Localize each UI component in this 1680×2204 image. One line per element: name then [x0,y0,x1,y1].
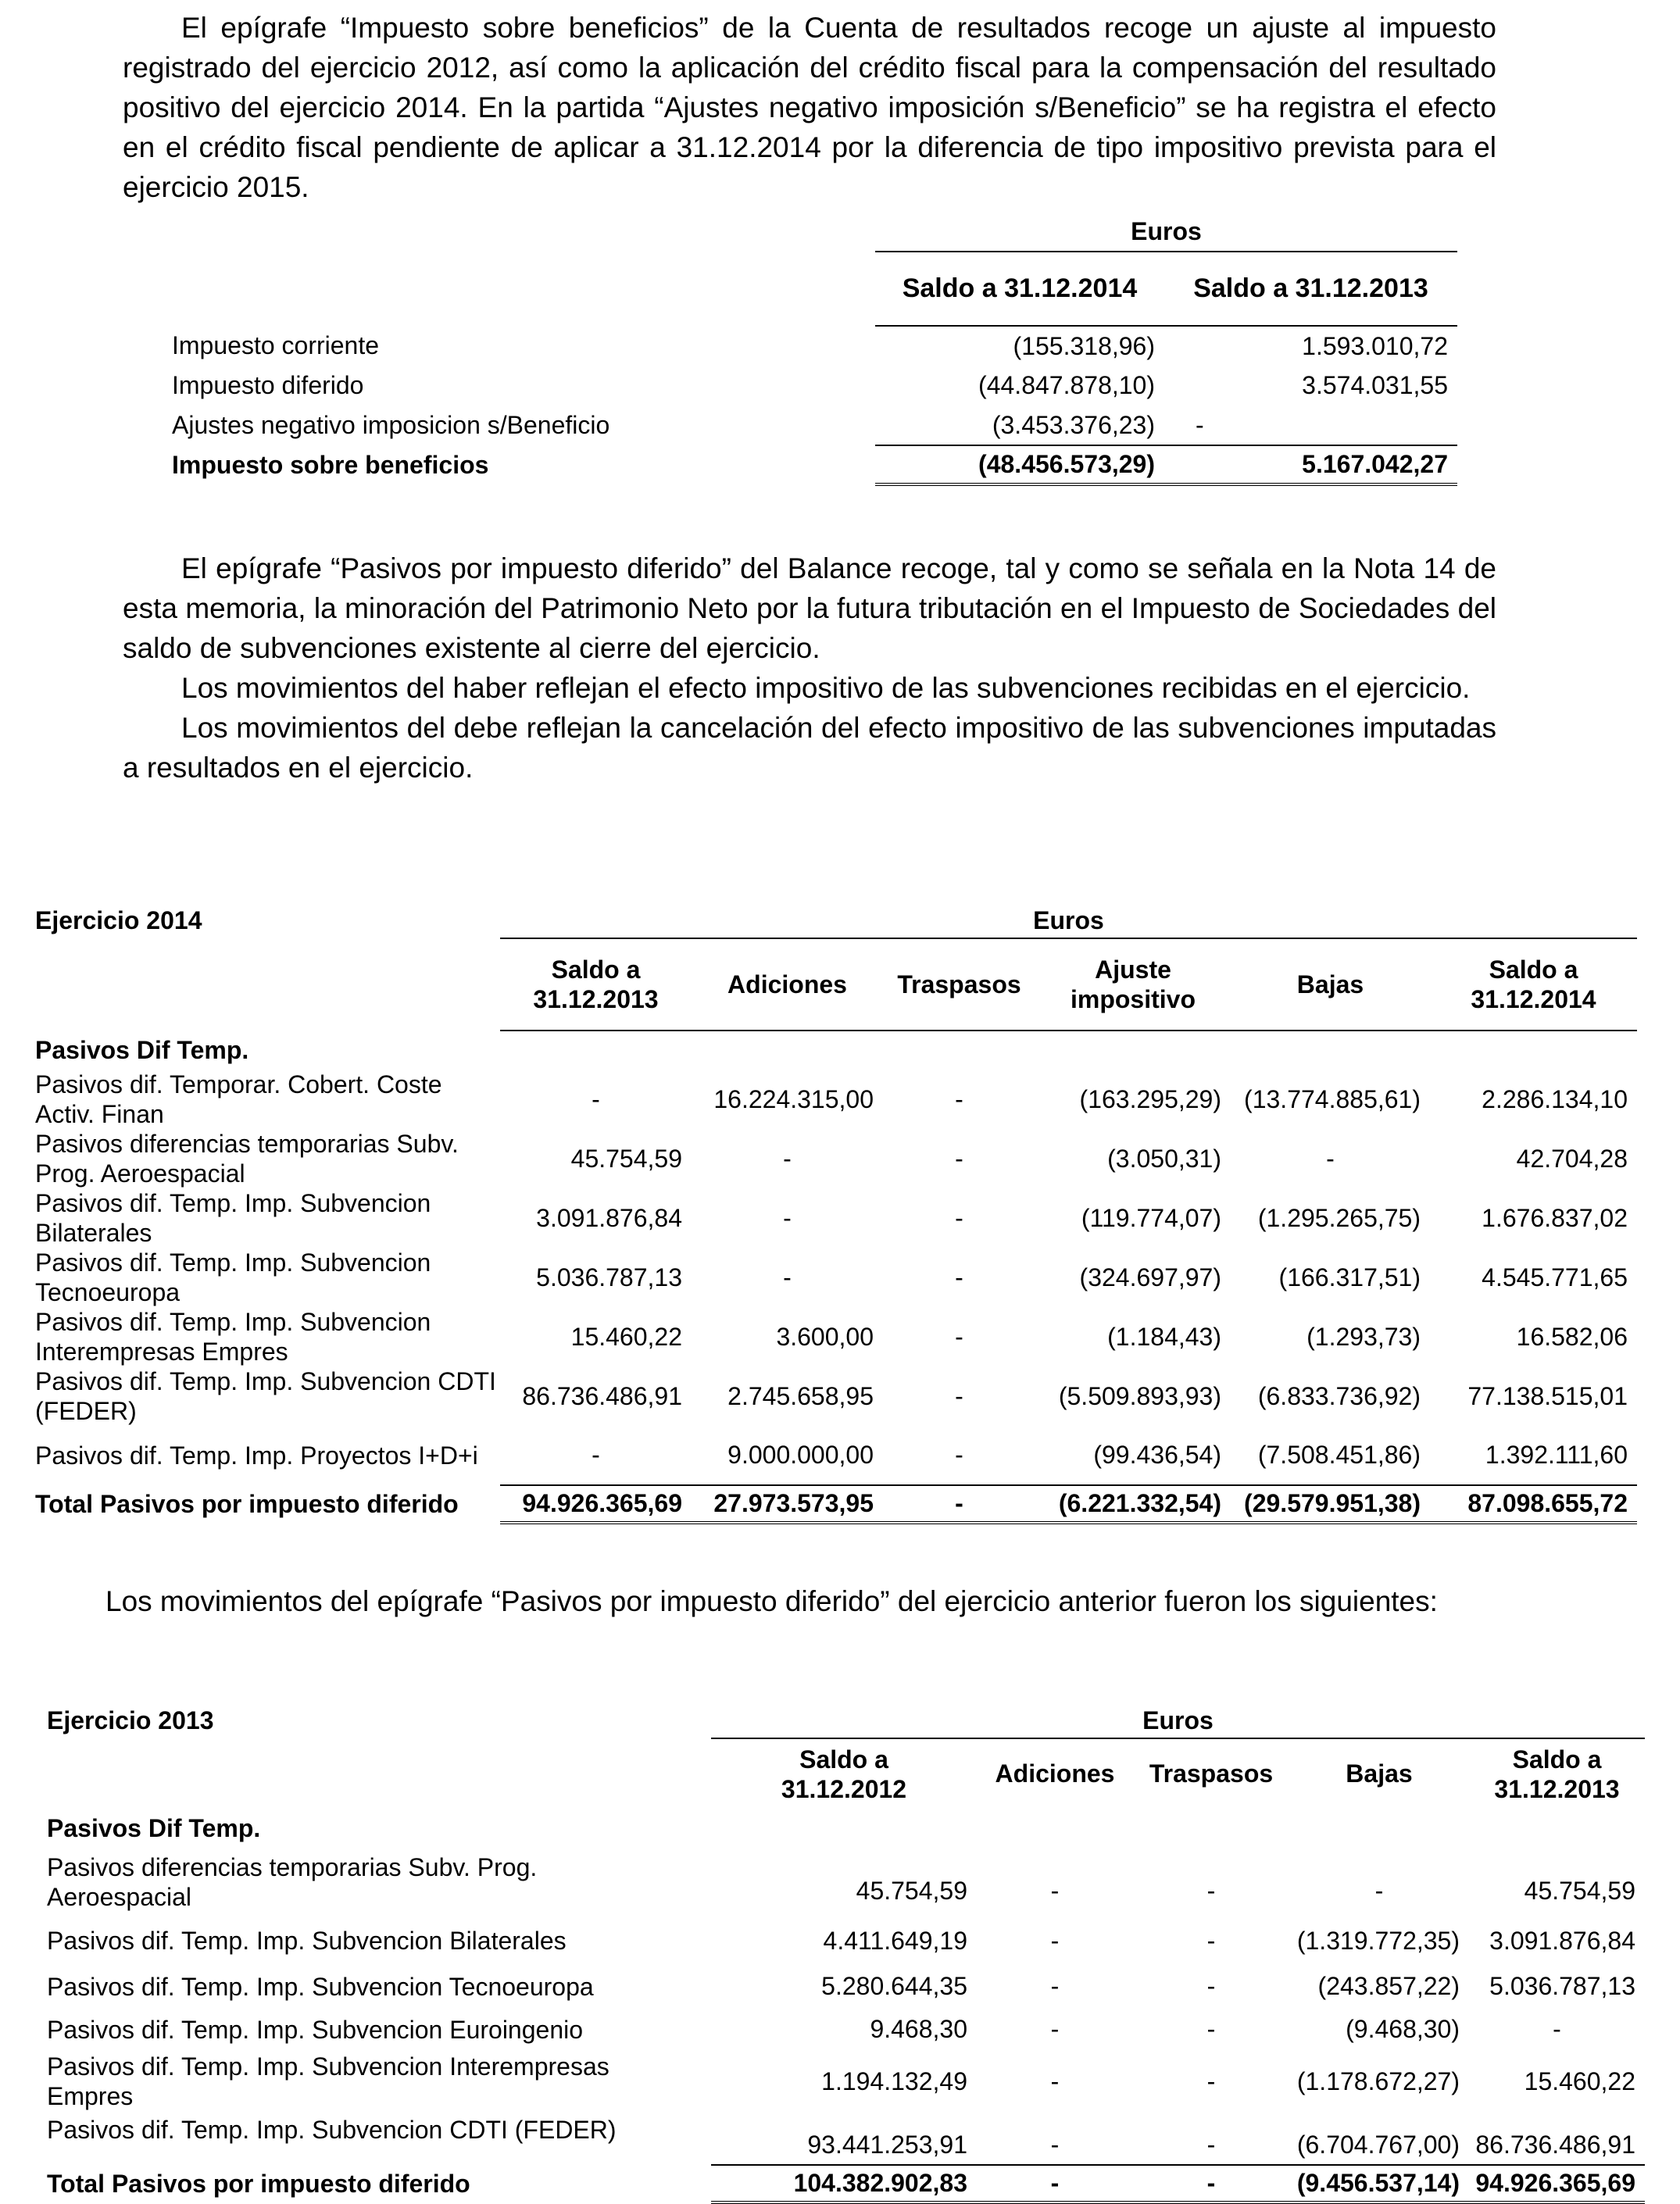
intro-text: El epígrafe “Impuesto sobre beneficios” de la Cuenta de resultados recoge un ajuste al impuesto registrado del ejercicio 2012, así como la aplicación del crédito fiscal para la compensación del resultado positivo del ejercicio 2014. En la partida “Ajustes negativo imposición s/Beneficio” se ha registra el efecto en el crédito fiscal pendiente de aplicar a 31.12.2014 por la diferencia de tipo impositivo prevista para el ejercicio 2015. [123,12,1496,203]
total-value: - [1133,2165,1289,2202]
paragraph-line: El epígrafe “Pasivos por impuesto diferido” del Balance recoge, tal y como se señala en la Nota 14 de esta memoria, la minoración del Patrimonio Neto por la futura tributación en el Impuesto de Sociedades del saldo de subvenciones existente al cierre del ejercicio. [123,552,1496,664]
cell-value: 3.091.876,84 [536,1203,682,1232]
total-label: Total Pasivos por impuesto diferido [35,1489,459,1518]
row-label: Impuesto diferido [172,371,364,399]
col-header: Adiciones [692,938,883,1031]
col-header: Saldo a 31.12.2013 [1494,1745,1620,1803]
cell-value: 86.736.486,91 [522,1381,682,1410]
cell-value: - [1196,410,1204,439]
total-value: (6.221.332,54) [1035,1485,1231,1523]
cell-value: (99.436,54) [1093,1441,1221,1469]
cell-value: (324.697,97) [1079,1263,1221,1291]
cell-value: 93.441.253,91 [807,2131,967,2159]
col-header: Saldo a 31.12.2014 [875,252,1164,326]
cell-value: - [1206,2131,1216,2159]
total-value: - [883,1485,1035,1523]
cell-value: 2.286.134,10 [1482,1084,1628,1113]
tax-expense-table [172,213,1457,486]
euros-header: Euros [875,213,1457,252]
cell-value: (7.508.451,86) [1257,1441,1421,1469]
total-value: 94.926.365,69 [500,1485,692,1523]
cell-value: - [955,1322,963,1351]
cell-value: 9.468,30 [870,2015,967,2043]
cell-value: - [1050,1876,1060,1905]
cell-value: (1.178.672,27) [1296,2066,1460,2095]
cell-value: 45.754,59 [856,1876,967,1905]
cell-value: (13.774.885,61) [1244,1084,1421,1113]
intro-paragraph [123,8,1496,207]
cell-value: 42.704,28 [1516,1144,1628,1173]
cell-value: 3.091.876,84 [1489,1926,1635,1955]
col-header: Bajas [1346,1759,1413,1788]
cell-value: - [955,1084,963,1113]
cell-value: (163.295,29) [1079,1084,1221,1113]
cell-value: - [1553,2015,1561,2043]
cell-value: 4.411.649,19 [823,1926,967,1955]
cell-value: (9.468,30) [1346,2015,1460,2043]
cell-value: - [955,1203,963,1232]
cell-value: (1.295.265,75) [1257,1203,1421,1232]
cell-value: - [1206,1972,1216,2000]
cell-value: (3.453.376,23) [992,410,1155,439]
total-value: 94.926.365,69 [1469,2165,1645,2202]
cell-value: 15.460,22 [1524,2066,1635,2095]
table-title: Ejercicio 2013 [47,1706,214,1734]
cell-value: (119.774,07) [1081,1203,1221,1232]
total-value: - [977,2165,1133,2202]
deferred-tax-2013-table [47,1703,1645,2204]
row-label: Pasivos dif. Temp. Imp. Subvencion Euroingenio [47,2015,584,2044]
euros-header: Euros [500,903,1637,938]
total-value: 5.167.042,27 [1164,445,1457,484]
cell-value: (243.857,22) [1317,1972,1460,2000]
cell-value: 4.545.771,65 [1482,1263,1628,1291]
cell-value: - [1050,1926,1060,1955]
cell-value: (3.050,31) [1107,1144,1221,1173]
row-label: Pasivos dif. Temp. Imp. Subvencion Interempresas Empres [47,2052,609,2110]
cell-value: - [955,1263,963,1291]
cell-value: - [955,1381,963,1410]
total-value: 27.973.573,95 [692,1485,883,1523]
deferred-tax-2014-table [35,903,1637,1524]
cell-value: (1.184,43) [1107,1322,1221,1351]
row-label: Pasivos dif. Temporar. Cobert. Coste Activ. Finan [35,1070,442,1128]
euros-header: Euros [711,1703,1645,1738]
cell-value: - [1050,1972,1060,2000]
cell-value: 1.392.111,60 [1485,1441,1628,1469]
cell-value: 15.460,22 [570,1322,682,1351]
col-header: Saldo a 31.12.2014 [1430,938,1637,1031]
cell-value: 1.676.837,02 [1482,1203,1628,1232]
cell-value: - [592,1084,600,1113]
cell-value: 16.582,06 [1516,1322,1628,1351]
cell-value: - [592,1441,600,1469]
cell-value: - [955,1144,963,1173]
col-header: Adiciones [995,1759,1115,1788]
total-value: (9.456.537,14) [1289,2165,1469,2202]
row-label: Pasivos dif. Temp. Imp. Subvencion Bilaterales [35,1189,431,1247]
cell-value: - [1206,1876,1216,1905]
cell-value: 77.138.515,01 [1467,1381,1628,1410]
cell-value: 5.036.787,13 [536,1263,682,1291]
cell-value: (1.293,73) [1306,1322,1421,1351]
cell-value: - [1206,2066,1216,2095]
cell-value: 9.000.000,00 [727,1441,874,1469]
cell-value: 86.736.486,91 [1475,2131,1635,2159]
total-label: Total Pasivos por impuesto diferido [47,2169,470,2198]
cell-value: - [783,1263,792,1291]
col-header: Traspasos [1149,1759,1274,1788]
cell-value: (6.704.767,00) [1296,2131,1460,2159]
cell-value: - [1050,2066,1060,2095]
row-label: Ajustes negativo imposicion s/Beneficio [172,411,610,439]
cell-value: (5.509.893,93) [1058,1381,1221,1410]
col-header: Saldo a 31.12.2013 [1164,252,1457,326]
cell-value: (44.847.878,10) [978,371,1155,399]
total-value: (48.456.573,29) [875,445,1164,484]
cell-value: (166.317,51) [1278,1263,1421,1291]
cell-value: - [1326,1144,1335,1173]
cell-value: - [1050,2015,1060,2043]
row-label: Pasivos dif. Temp. Imp. Proyectos I+D+i [35,1441,478,1470]
col-header: Traspasos [883,938,1035,1031]
total-label: Impuesto sobre beneficios [172,450,489,479]
row-label: Pasivos diferencias temporarias Subv. Prog. Aeroespacial [47,1853,538,1911]
cell-value: (6.833.736,92) [1257,1381,1421,1410]
paragraph-line: Los movimientos del debe reflejan la cancelación del efecto impositivo de las subvenciones imputadas a resultados en el ejercicio. [123,712,1496,784]
cell-value: 1.593.010,72 [1302,331,1448,360]
row-label: Pasivos dif. Temp. Imp. Subvencion CDTI (FEDER) [47,2116,617,2144]
cell-value: - [1206,1926,1216,1955]
total-value: 87.098.655,72 [1430,1485,1637,1523]
row-label: Impuesto corriente [172,331,380,359]
cell-value: 45.754,59 [1524,1876,1635,1905]
cell-value: 45.754,59 [570,1144,682,1173]
paragraph-line: Los movimientos del haber reflejan el efecto impositivo de las subvenciones recibidas en el ejercicio. [181,672,1471,704]
row-label: Pasivos dif. Temp. Imp. Subvencion Tecnoeuropa [47,1972,594,2001]
cell-value: 3.600,00 [776,1322,874,1351]
cell-value: 5.280.644,35 [821,1972,967,2000]
col-header: Bajas [1231,938,1430,1031]
cell-value: - [783,1144,792,1173]
section-label: Pasivos Dif Temp. [35,1035,249,1064]
section-label: Pasivos Dif Temp. [47,1813,261,1842]
cell-value: - [1050,2131,1060,2159]
cell-value: - [1374,1876,1384,1905]
row-label: Pasivos diferencias temporarias Subv. Prog. Aeroespacial [35,1130,459,1188]
deferred-tax-paragraph [123,548,1496,788]
cell-value: 3.574.031,55 [1302,371,1448,399]
row-label: Pasivos dif. Temp. Imp. Subvencion CDTI (FEDER) [35,1367,496,1425]
cell-value: - [1206,2015,1216,2043]
row-label: Pasivos dif. Temp. Imp. Subvencion Bilaterales [47,1927,567,1955]
cell-value: 2.745.658,95 [727,1381,874,1410]
cell-value: 1.194.132,49 [821,2066,967,2095]
cell-value: - [783,1203,792,1232]
total-value: 104.382.902,83 [711,2165,977,2202]
previous-year-paragraph [37,1580,1467,1623]
col-header: Ajuste impositivo [1035,938,1231,1031]
cell-value: 5.036.787,13 [1489,1972,1635,2000]
col-header: Saldo a 31.12.2012 [781,1745,907,1803]
cell-value: 16.224.315,00 [713,1084,874,1113]
cell-value: - [955,1441,963,1469]
previous-year-text: Los movimientos del epígrafe “Pasivos por impuesto diferido” del ejercicio anterior fueron los siguientes: [105,1585,1438,1617]
row-label: Pasivos dif. Temp. Imp. Subvencion Tecnoeuropa [35,1248,431,1306]
col-header: Saldo a 31.12.2013 [500,938,692,1031]
total-value: (29.579.951,38) [1231,1485,1430,1523]
row-label: Pasivos dif. Temp. Imp. Subvencion Interempresas Empres [35,1308,431,1366]
cell-value: (155.318,96) [1013,331,1155,360]
cell-value: (1.319.772,35) [1296,1926,1460,1955]
table-title: Ejercicio 2014 [35,906,202,934]
